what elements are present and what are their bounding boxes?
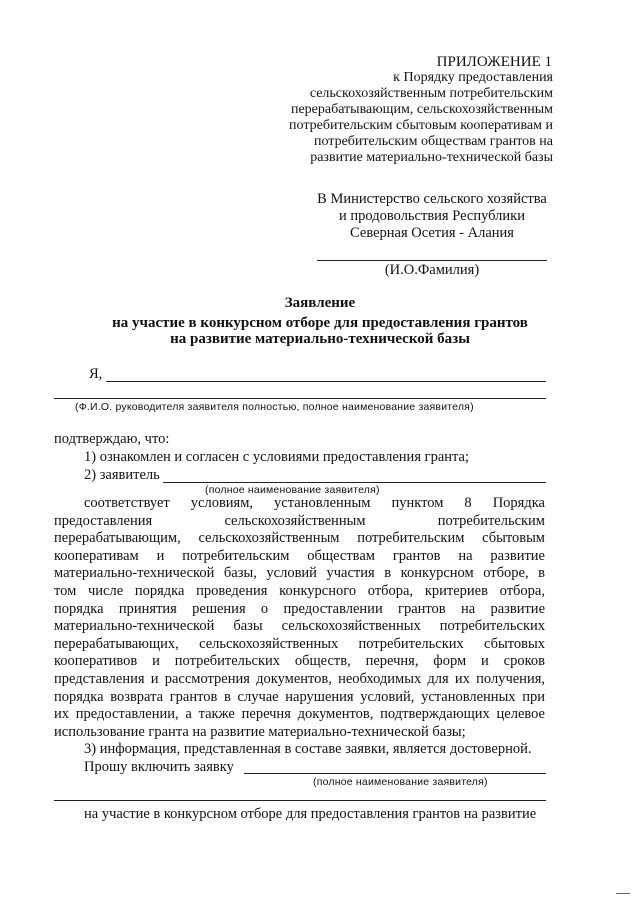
applicant-prefix: Я, (89, 366, 103, 382)
applicant-name-line-2[interactable] (54, 398, 546, 399)
appendix-line: потребительским сбытовым кооперативам и (289, 118, 553, 133)
addressee-line: В Министерство сельского хозяйства (317, 191, 547, 207)
paragraph-line: представления и рассмотрения документов, необходимых для их получения, (54, 671, 545, 687)
item-3: 3) информация, представленная в составе заявки, является достоверной. (84, 741, 532, 757)
paragraph-line: использование гранта на развитие материально-технической базы; (54, 723, 466, 740)
appendix-line: потребительским обществам грантов на (314, 134, 553, 149)
paragraph-line: материально-технической базы сельскохозяйственных потребительских (54, 618, 545, 635)
appendix-line: сельскохозяйственным потребительским (309, 86, 553, 101)
appendix-line: к Порядку предоставления (393, 70, 553, 85)
paragraph-line: материально-технической базы, условий участия в конкурсном отборе, в (54, 565, 545, 582)
paragraph-line: порядка возврата грантов в случае нарушения условий, установленных при (54, 688, 545, 705)
paragraph-line: перерабатывающих, сельскохозяйственных потребительских сбытовых (54, 635, 545, 652)
item-2-prefix: 2) заявитель (84, 467, 160, 483)
request-prefix: Прошу включить заявку (84, 759, 234, 775)
appendix-line: перерабатывающим, сельскохозяйственным (290, 102, 553, 117)
paragraph-line: кооперативов и потребительских обществ, перечня, форм и сроков (54, 653, 545, 670)
item-2-applicant-line[interactable] (163, 482, 546, 483)
item-2-caption: (полное наименование заявителя) (205, 484, 380, 496)
applicant-name-line[interactable] (106, 381, 546, 382)
request-applicant-line-2[interactable] (54, 800, 546, 801)
addressee-line: Северная Осетия - Алания (350, 225, 514, 241)
item-1: 1) ознакомлен и согласен с условиями предоставления гранта; (84, 449, 469, 465)
addressee-signature-caption: (И.О.Фамилия) (384, 262, 480, 278)
applicant-caption: (Ф.И.О. руководителя заявителя полностью, полное наименование заявителя) (75, 401, 474, 413)
paragraph-line: том числе порядка проведения конкурсного отбора, критериев отбора, (54, 583, 545, 599)
paragraph-line: перерабатывающим, сельскохозяйственным потребительским сбытовым (54, 530, 545, 547)
paragraph-line: кооперативам и потребительским обществам грантов на развитие (54, 547, 545, 564)
document-subtitle-1: на участие в конкурсном отборе для предоставления грантов (112, 315, 528, 331)
final-line: на участие в конкурсном отборе для предоставления грантов на развитие (84, 806, 537, 822)
paragraph-line: предоставления сельскохозяйственным потребительским (54, 512, 545, 529)
appendix-heading: ПРИЛОЖЕНИЕ 1 (436, 54, 552, 70)
appendix-line: развитие материально-технической базы (310, 150, 553, 165)
page-edge-mark (616, 893, 630, 894)
paragraph-line: порядка принятия решения о предоставлении грантов на развитие (54, 600, 545, 617)
paragraph-line: их предоставлении, а также перечня документов, подтверждающих целевое (54, 706, 545, 723)
request-applicant-line[interactable] (244, 773, 546, 774)
document-subtitle-2: на развитие материально-технической базы (170, 331, 470, 347)
request-caption: (полное наименование заявителя) (313, 776, 488, 788)
paragraph-line: соответствует условиям, установленным пунктом 8 Порядка (84, 495, 545, 511)
addressee-signature-line (317, 260, 547, 261)
confirm-text: подтверждаю, что: (54, 431, 170, 447)
addressee-line: и продовольствия Республики (339, 208, 525, 224)
document-title: Заявление (284, 295, 356, 311)
